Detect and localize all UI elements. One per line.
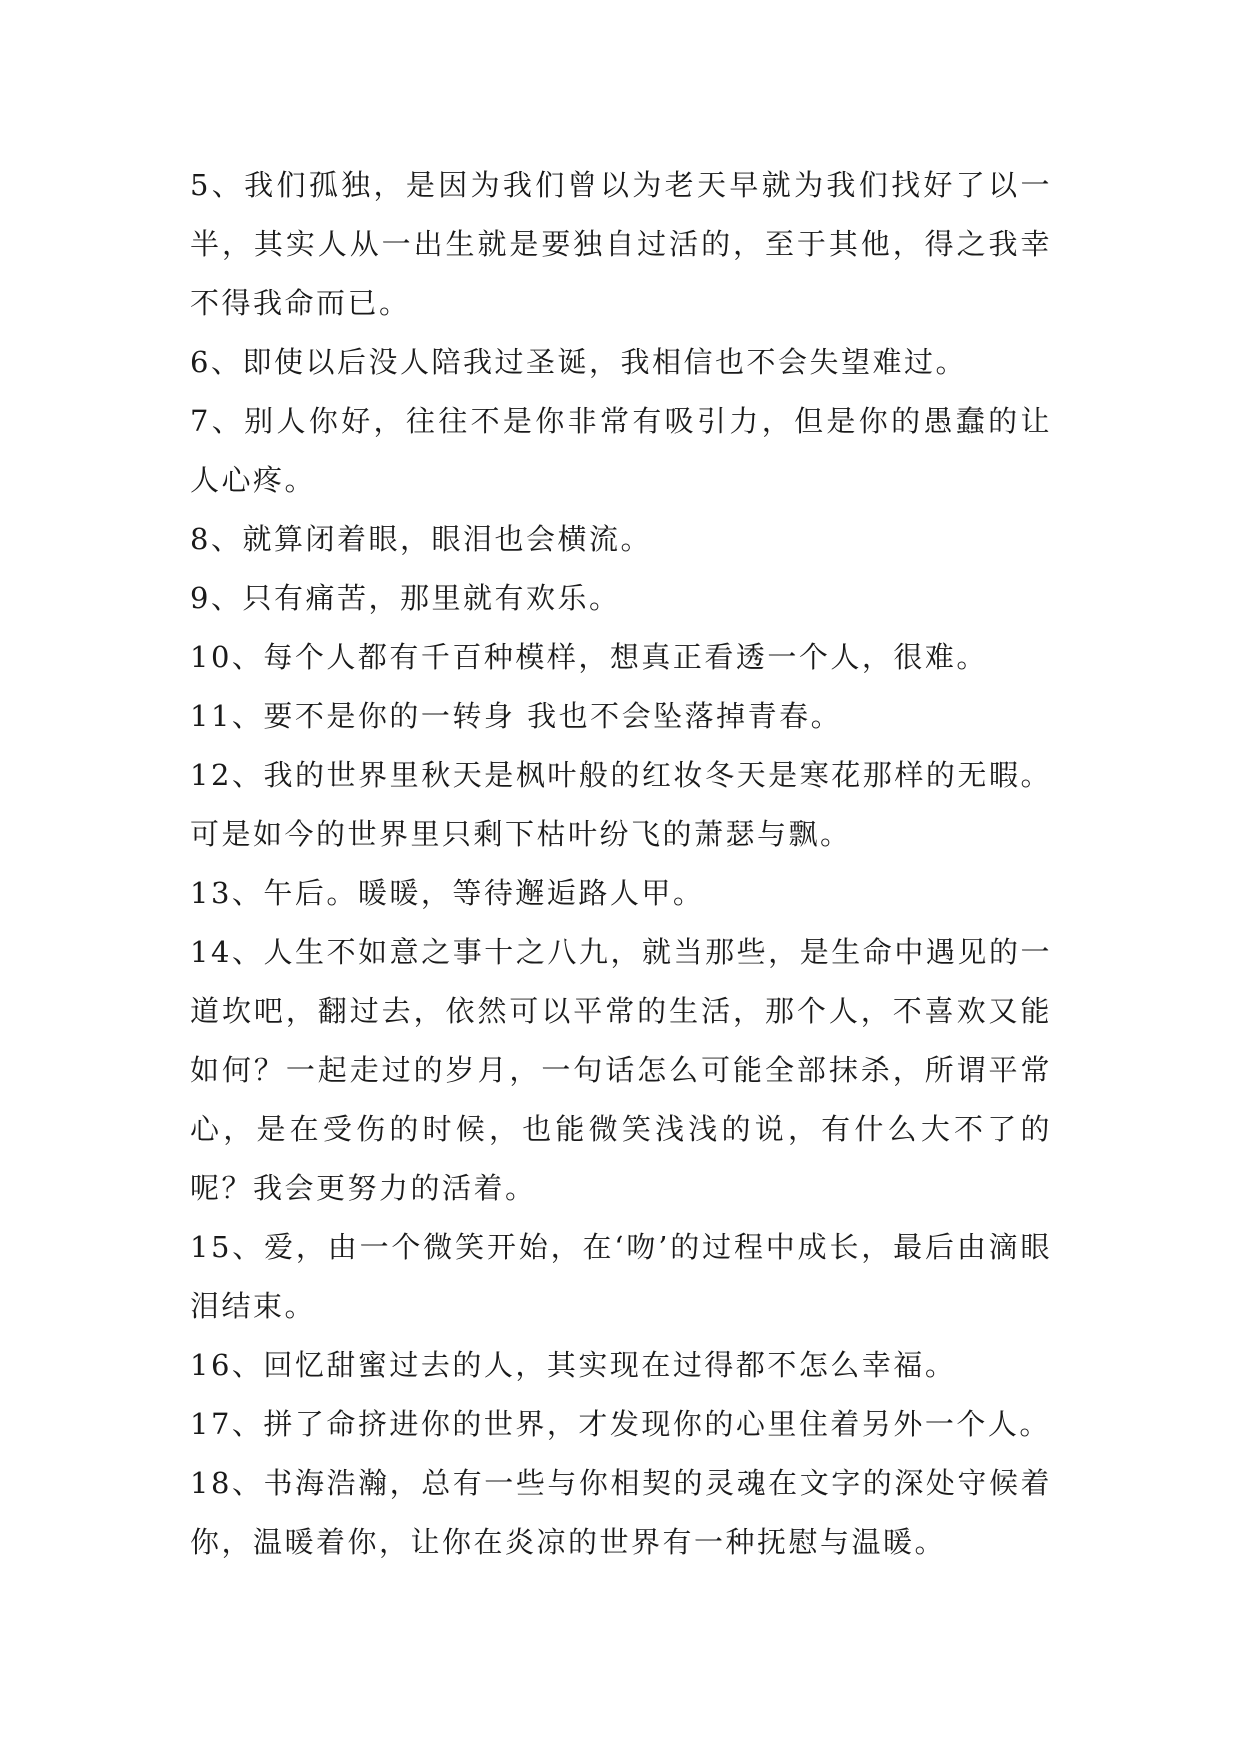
quote-item-14: 14、人生不如意之事十之八九，就当那些，是生命中遇见的一道坎吧，翻过去，依然可以平常的生活，那个人，不喜欢又能如何？一起走过的岁月，一句话怎么可能全部抹杀，所谓平常心，是在受伤的时候，也能微笑浅浅的说，有什么大不了的呢？我会更努力的活着。 (190, 935, 1052, 1205)
quote-item-7: 7、别人你好，往往不是你非常有吸引力，但是你的愚蠢的让人心疼。 (190, 404, 1052, 497)
quote-item-6: 6、即使以后没人陪我过圣诞，我相信也不会失望难过。 (190, 345, 967, 379)
quote-item-10: 10、每个人都有千百种模样，想真正看透一个人，很难。 (190, 640, 988, 674)
quote-list (190, 156, 1052, 1572)
quote-item-13: 13、午后。暖暖，等待邂逅路人甲。 (190, 876, 705, 910)
quote-item-18: 18、书海浩瀚，总有一些与你相契的灵魂在文字的深处守候着你，温暖着你，让你在炎凉的世界有一种抚慰与温暖。 (190, 1466, 1052, 1559)
quote-item-17: 17、拼了命挤进你的世界，才发现你的心里住着另外一个人。 (190, 1407, 1051, 1441)
quote-item-8: 8、就算闭着眼，眼泪也会横流。 (190, 522, 652, 556)
quote-item-11: 11、要不是你的一转身 我也不会坠落掉青春。 (190, 699, 843, 733)
quote-item-12: 12、我的世界里秋天是枫叶般的红妆冬天是寒花那样的无暇。可是如今的世界里只剩下枯叶纷飞的萧瑟与飘。 (190, 758, 1052, 851)
quote-item-9: 9、只有痛苦，那里就有欢乐。 (190, 581, 621, 615)
quote-item-15: 15、爱，由一个微笑开始，在‘吻’的过程中成长，最后由滴眼泪结束。 (190, 1230, 1052, 1323)
quote-item-16: 16、回忆甜蜜过去的人，其实现在过得都不怎么幸福。 (190, 1348, 957, 1382)
quote-item-5: 5、我们孤独，是因为我们曾以为老天早就为我们找好了以一半，其实人从一出生就是要独自过活的，至于其他，得之我幸不得我命而已。 (190, 168, 1052, 320)
